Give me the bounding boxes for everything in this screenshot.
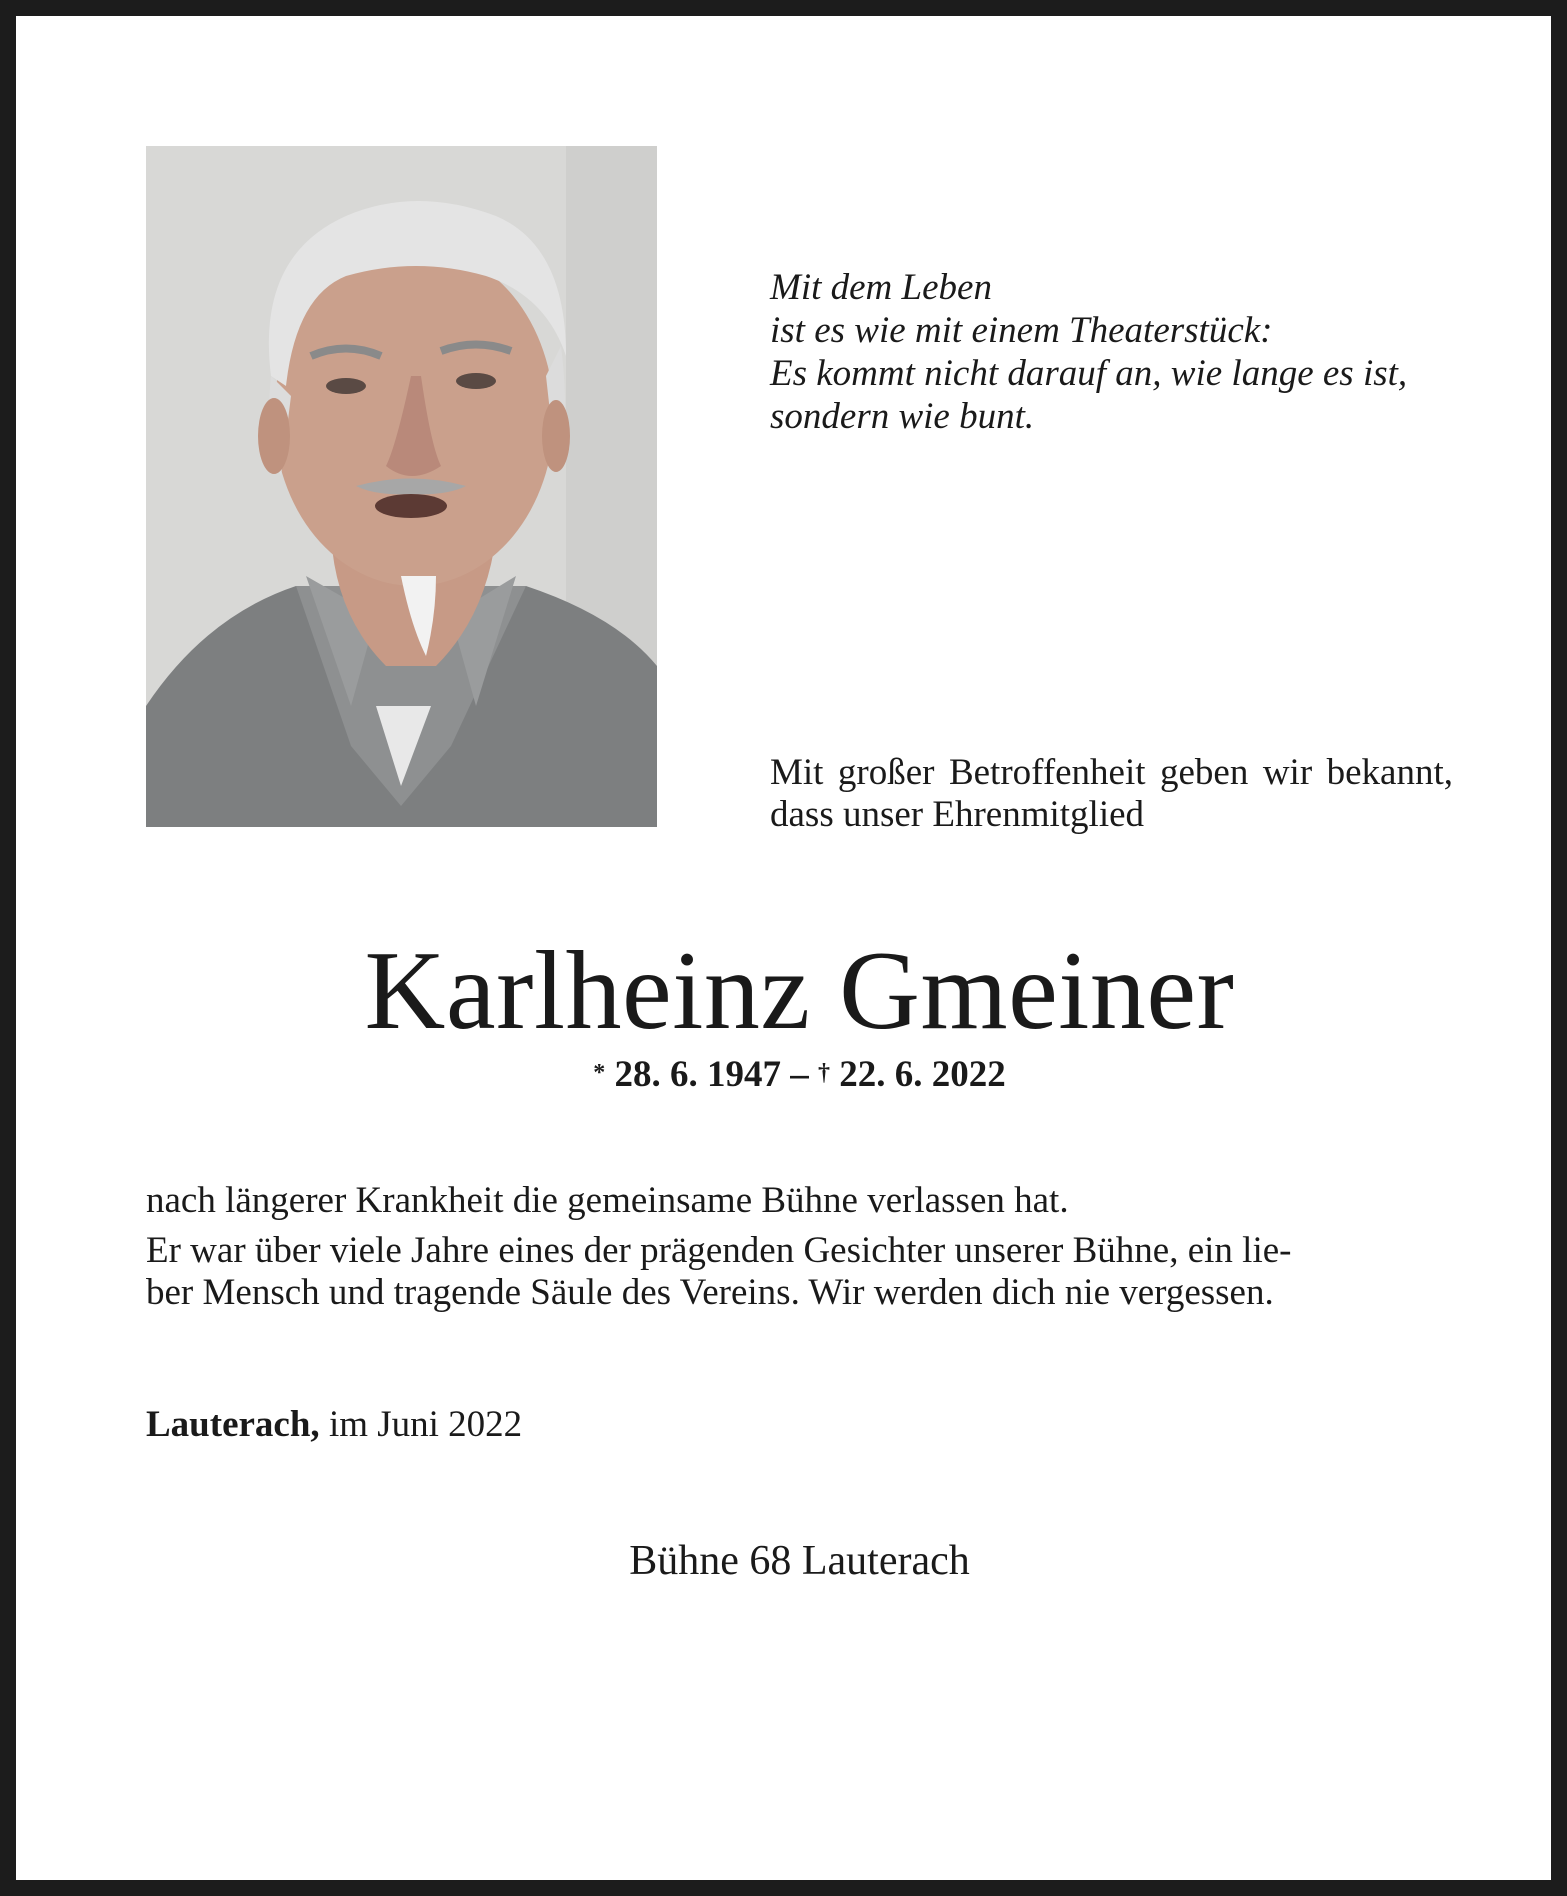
body-paragraph: nach längerer Krankheit die gemeinsame Bühne verlassen hat.: [146, 1180, 1069, 1221]
obituary-body: [146, 1180, 1456, 1314]
announcement-intro: Mit großer Betroffenheit geben wir bekannt, dass unser Ehrenmitglied: [770, 752, 1453, 835]
birth-date: 28. 6. 1947: [614, 1054, 781, 1095]
place-date: im Juni 2022: [328, 1404, 523, 1445]
deceased-name: Karlheinz Gmeiner: [364, 929, 1235, 1053]
body-line: ber Mensch und tragende Säule des Vereins. Wir werden dich nie vergessen.: [146, 1272, 1274, 1313]
quote-line: ist es wie mit einem Theaterstück:: [770, 310, 1273, 351]
life-dates: [16, 1052, 1567, 1102]
date-separator: –: [790, 1054, 809, 1095]
place-date-line: [146, 1404, 522, 1446]
body-line: Er war über viele Jahre eines der prägenden Gesichter unserer Bühne, ein lie-: [146, 1230, 1292, 1271]
birth-symbol: *: [593, 1060, 606, 1086]
signature: Bühne 68 Lauterach: [629, 1538, 970, 1584]
quote-line: Mit dem Leben: [770, 267, 992, 308]
quote-block: [770, 266, 1490, 438]
quote-line: sondern wie bunt.: [770, 396, 1035, 437]
quote-line: Es kommt nicht darauf an, wie lange es ist,: [770, 353, 1408, 394]
death-symbol: †: [818, 1060, 830, 1086]
place-city: Lauterach,: [146, 1404, 320, 1445]
portrait-photo: [146, 146, 657, 827]
body-paragraph: [146, 1230, 1456, 1314]
death-date: 22. 6. 2022: [839, 1054, 1006, 1095]
